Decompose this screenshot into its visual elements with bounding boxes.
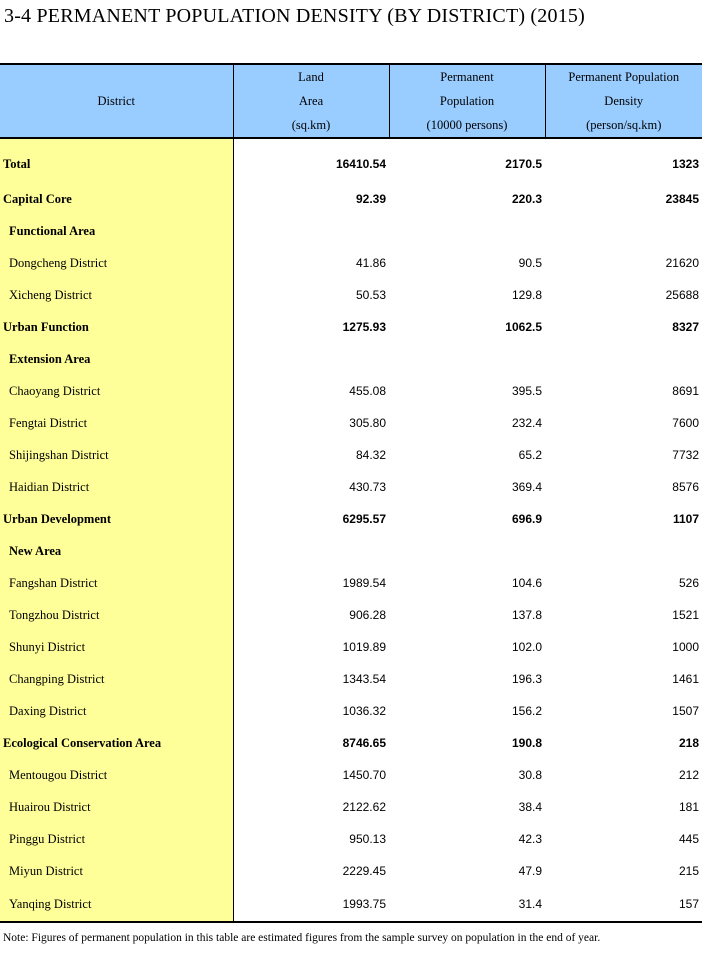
- population-cell: 137.8: [511, 608, 542, 622]
- district-cell: Pinggu District: [0, 823, 233, 855]
- land-area-cell: 41.86: [355, 256, 386, 270]
- table-row: [0, 823, 702, 855]
- population-cell: 102.0: [511, 640, 542, 654]
- district-cell: Mentougou District: [0, 759, 233, 791]
- district-cell: Fangshan District: [0, 567, 233, 599]
- district-cell: Urban Function: [0, 311, 233, 343]
- district-cell: Miyun District: [0, 855, 233, 887]
- population-cell: [389, 343, 545, 375]
- population-cell: 190.8: [511, 736, 542, 750]
- header-land-area-line-2: Area: [298, 94, 324, 108]
- table-row: [0, 407, 702, 439]
- district-cell: Yanqing District: [0, 887, 233, 922]
- district-cell: Functional Area: [0, 215, 233, 247]
- header-population: [389, 64, 545, 138]
- density-cell: 7732: [672, 448, 699, 462]
- population-density-table: [0, 63, 702, 923]
- density-cell: 7600: [672, 416, 699, 430]
- district-cell: Shijingshan District: [0, 439, 233, 471]
- table-row: [0, 599, 702, 631]
- population-cell: 395.5: [511, 384, 542, 398]
- land-area-cell: 1019.89: [342, 640, 386, 654]
- district-cell: Total: [0, 138, 233, 183]
- district-cell: Tongzhou District: [0, 599, 233, 631]
- density-cell: 8576: [672, 480, 699, 494]
- population-cell: [389, 215, 545, 247]
- land-area-cell: [233, 343, 389, 375]
- land-area-cell: 2229.45: [342, 864, 386, 878]
- table-row-subheading: [0, 343, 702, 375]
- density-cell: 157: [545, 887, 702, 922]
- density-cell: 526: [678, 576, 699, 590]
- district-cell: Dongcheng District: [0, 247, 233, 279]
- land-area-cell: 430.73: [349, 480, 386, 494]
- table-note: Note: Figures of permanent population in this table are estimated figures from the sample survey on population in the end of year.: [3, 932, 601, 944]
- district-cell: Shunyi District: [0, 631, 233, 663]
- header-population-line-1: Permanent: [440, 70, 494, 84]
- table-row: [0, 567, 702, 599]
- population-cell: 38.4: [518, 800, 542, 814]
- density-cell: 445: [678, 832, 699, 846]
- density-cell: 23845: [665, 192, 699, 206]
- population-cell: 196.3: [511, 672, 542, 686]
- land-area-cell: 6295.57: [342, 512, 386, 526]
- population-cell: 104.6: [511, 576, 542, 590]
- header-row: [0, 64, 702, 138]
- density-cell: [545, 343, 702, 375]
- table-row: [0, 439, 702, 471]
- district-cell: Chaoyang District: [0, 375, 233, 407]
- table-row: [0, 695, 702, 727]
- land-area-cell: 1343.54: [342, 672, 386, 686]
- header-density-line-2: Density: [604, 94, 644, 108]
- table-row: [0, 247, 702, 279]
- header-density-line-1: Permanent Population: [568, 70, 680, 84]
- land-area-cell: 950.13: [349, 832, 386, 846]
- population-cell: 369.4: [511, 480, 542, 494]
- table-row: [0, 375, 702, 407]
- header-land-area-line-1: Land: [298, 70, 324, 84]
- density-cell: 8691: [672, 384, 699, 398]
- table-row-group: [0, 503, 702, 535]
- population-cell: 220.3: [511, 192, 542, 206]
- district-cell: New Area: [0, 535, 233, 567]
- land-area-cell: 8746.65: [342, 736, 386, 750]
- population-cell: 2170.5: [505, 157, 542, 171]
- header-land-area: [233, 64, 389, 138]
- table-row-subheading: [0, 535, 702, 567]
- table-row: [0, 855, 702, 887]
- table-row: [0, 279, 702, 311]
- district-cell: Extension Area: [0, 343, 233, 375]
- land-area-cell: 1275.93: [342, 320, 386, 334]
- header-district: District: [0, 64, 233, 138]
- land-area-cell: 16410.54: [335, 157, 386, 171]
- district-cell: Urban Development: [0, 503, 233, 535]
- density-cell: 1323: [672, 157, 699, 171]
- table-row: [0, 663, 702, 695]
- population-cell: 47.9: [518, 864, 542, 878]
- density-cell: 1521: [672, 608, 699, 622]
- district-cell: Huairou District: [0, 791, 233, 823]
- density-cell: 181: [678, 800, 699, 814]
- population-cell: 1062.5: [505, 320, 542, 334]
- density-cell: 25688: [665, 288, 699, 302]
- land-area-cell: [233, 215, 389, 247]
- population-cell: 90.5: [518, 256, 542, 270]
- header-density: [545, 64, 702, 138]
- header-population-unit: (10000 persons): [426, 118, 508, 132]
- population-cell: 232.4: [511, 416, 542, 430]
- land-area-cell: 92.39: [355, 192, 386, 206]
- header-population-line-2: Population: [439, 94, 495, 108]
- population-cell: 42.3: [518, 832, 542, 846]
- land-area-cell: 906.28: [349, 608, 386, 622]
- table-row-group: [0, 183, 702, 215]
- population-cell: 156.2: [511, 704, 542, 718]
- district-cell: Haidian District: [0, 471, 233, 503]
- density-cell: 212: [678, 768, 699, 782]
- land-area-cell: 84.32: [355, 448, 386, 462]
- table-row-total: [0, 138, 702, 183]
- district-cell: Fengtai District: [0, 407, 233, 439]
- density-cell: 8327: [672, 320, 699, 334]
- population-cell: 30.8: [518, 768, 542, 782]
- population-cell: 129.8: [511, 288, 542, 302]
- district-cell: Xicheng District: [0, 279, 233, 311]
- population-cell: 696.9: [511, 512, 542, 526]
- land-area-cell: 1993.75: [233, 887, 389, 922]
- header-land-area-unit: (sq.km): [291, 118, 331, 132]
- density-cell: [545, 535, 702, 567]
- table-row: [0, 631, 702, 663]
- density-cell: 215: [678, 864, 699, 878]
- table-row: [0, 791, 702, 823]
- table-row-subheading: [0, 215, 702, 247]
- header-density-unit: (person/sq.km): [586, 118, 662, 132]
- land-area-cell: [233, 535, 389, 567]
- population-cell: 65.2: [518, 448, 542, 462]
- table-row: [0, 887, 702, 922]
- density-cell: [545, 215, 702, 247]
- density-cell: 218: [678, 736, 699, 750]
- page-title: 3-4 PERMANENT POPULATION DENSITY (BY DISTRICT) (2015): [4, 5, 585, 27]
- district-cell: Ecological Conservation Area: [0, 727, 233, 759]
- land-area-cell: 1450.70: [342, 768, 386, 782]
- district-cell: Changping District: [0, 663, 233, 695]
- district-cell: Daxing District: [0, 695, 233, 727]
- land-area-cell: 50.53: [355, 288, 386, 302]
- land-area-cell: 1989.54: [342, 576, 386, 590]
- land-area-cell: 455.08: [349, 384, 386, 398]
- table-row-group: [0, 727, 702, 759]
- land-area-cell: 1036.32: [342, 704, 386, 718]
- density-cell: 1107: [672, 512, 699, 526]
- density-cell: 21620: [665, 256, 699, 270]
- density-cell: 1507: [672, 704, 699, 718]
- density-cell: 1461: [672, 672, 699, 686]
- table-row: [0, 471, 702, 503]
- land-area-cell: 2122.62: [342, 800, 386, 814]
- population-cell: 31.4: [389, 887, 545, 922]
- district-cell: Capital Core: [0, 183, 233, 215]
- table-row: [0, 759, 702, 791]
- population-cell: [389, 535, 545, 567]
- table-row-group: [0, 311, 702, 343]
- density-cell: 1000: [672, 640, 699, 654]
- land-area-cell: 305.80: [349, 416, 386, 430]
